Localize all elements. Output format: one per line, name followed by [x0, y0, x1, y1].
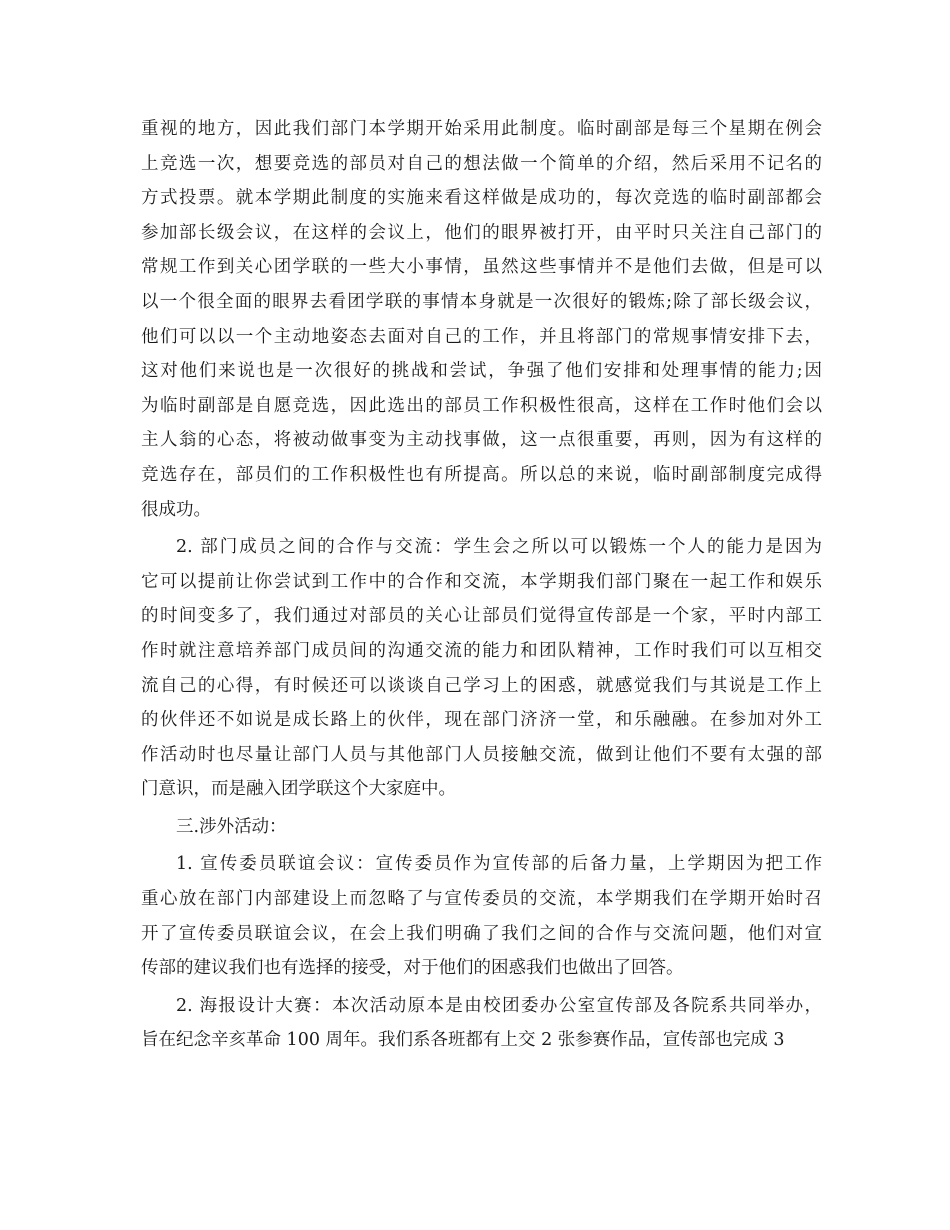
text-line: 流自己的心得，有时候还可以谈谈自己学习上的困惑，就感觉我们与其说是工作上: [141, 675, 822, 696]
text-line: 门意识，而是融入团学联这个大家庭中。: [141, 779, 456, 800]
text-line: 传部的建议我们也有选择的接受，对于他们的困惑我们也做出了回答。: [141, 958, 684, 979]
paragraph-committee-meeting: [141, 847, 822, 985]
text-line: 方式投票。就本学期此制度的实施来看这样做是成功的，每次竞选的临时副部都会: [141, 188, 822, 209]
text-line: 开了宣传委员联谊会议，在会上我们明确了我们之间的合作与交流问题，他们对宣: [141, 923, 822, 944]
text-line: 的伙伴还不如说是成长路上的伙伴，现在部门济济一堂，和乐融融。在参加对外工: [141, 710, 822, 731]
paragraph-temp-deputy: [141, 112, 822, 527]
paragraph-poster-contest: [141, 989, 822, 1058]
text-line: 这对他们来说也是一次很好的挑战和尝试，争强了他们安排和处理事情的能力;因: [141, 361, 822, 382]
text-line: 为临时副部是自愿竞选，因此选出的部员工作积极性很高，这样在工作时他们会以: [141, 395, 822, 416]
text-line: 三.涉外活动：: [176, 816, 287, 837]
text-line: 主人翁的心态，将被动做事变为主动找事做，这一点很重要，再则，因为有这样的: [141, 430, 822, 451]
text-line: 2. 部门成员之间的合作与交流：学生会之所以可以锻炼一个人的能力是因为: [176, 537, 822, 558]
text-line: 以一个很全面的眼界去看团学联的事情本身就是一次很好的锻炼;除了部长级会议，: [141, 291, 822, 312]
text-line: 作活动时也尽量让部门人员与其他部门人员接触交流，做到让他们不要有太强的部: [141, 744, 822, 765]
text-line: 重视的地方，因此我们部门本学期开始采用此制度。临时副部是每三个星期在例会: [141, 119, 822, 139]
text-line: 作时就注意培养部门成员间的沟通交流的能力和团队精神，工作时我们可以互相交: [141, 640, 822, 661]
text-line: 竞选存在，部员们的工作积极性也有所提高。所以总的来说，临时副部制度完成得: [141, 464, 822, 485]
text-line: 他们可以以一个主动地姿态去面对自己的工作，并且将部门的常规事情安排下去，: [141, 326, 822, 347]
text-line: 上竞选一次，想要竞选的部员对自己的想法做一个简单的介绍，然后采用不记名的: [141, 153, 822, 174]
text-line: 常规工作到关心团学联的一些大小事情，虽然这些事情并不是他们去做，但是可以: [141, 257, 822, 278]
text-line: 旨在纪念辛亥革命 100 周年。我们系各班都有上交 2 张参赛作品，宣传部也完成 3: [141, 1030, 785, 1051]
text-line: 1. 宣传委员联谊会议：宣传委员作为宣传部的后备力量，上学期因为把工作: [176, 854, 822, 875]
paragraph-cooperation: [141, 530, 822, 807]
text-line: 它可以提前让你尝试到工作中的合作和交流，本学期我们部门聚在一起工作和娱乐: [141, 571, 822, 592]
text-line: 很成功。: [141, 499, 211, 520]
text-line: 的时间变多了，我们通过对部员的关心让部员们觉得宣传部是一个家，平时内部工: [141, 606, 822, 627]
text-line: 重心放在部门内部建设上而忽略了与宣传委员的交流，本学期我们在学期开始时召: [141, 889, 822, 910]
text-line: 参加部长级会议，在这样的会议上，他们的眼界被打开，由平时只关注自己部门的: [141, 222, 822, 243]
document-body: [141, 112, 822, 1058]
text-line: 2. 海报设计大赛：本次活动原本是由校团委办公室宣传部及各院系共同举办，: [176, 995, 822, 1016]
paragraph-section-three: [141, 810, 822, 845]
